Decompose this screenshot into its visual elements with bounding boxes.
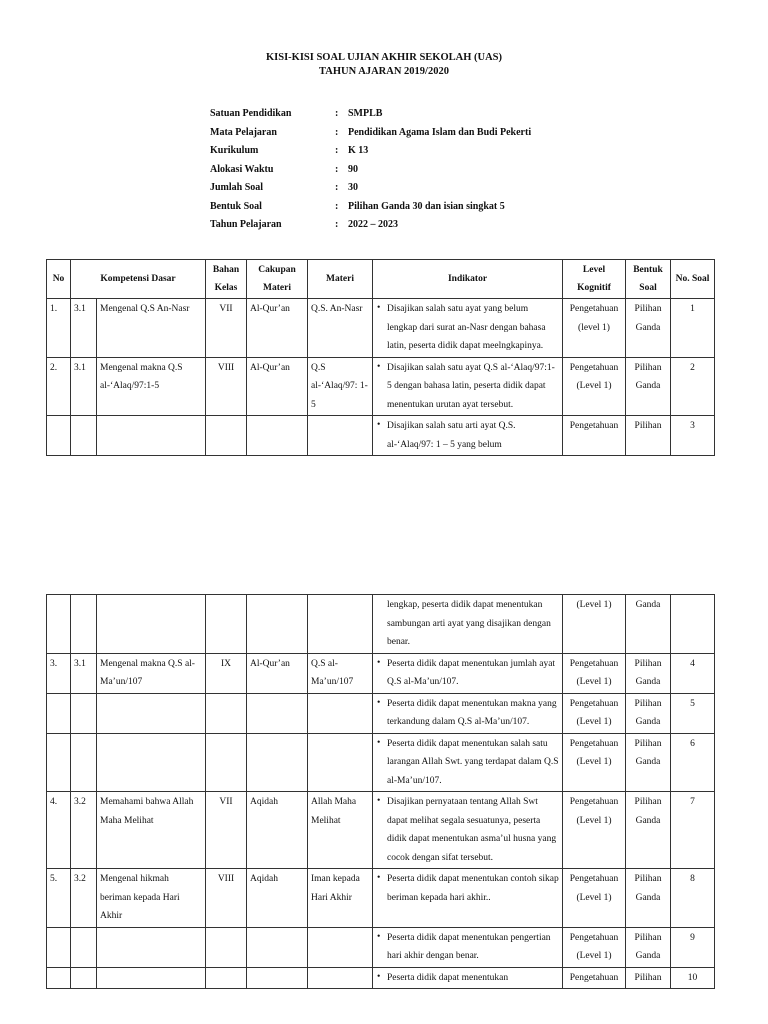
indikator-text: Disajikan salah satu ayat Q.S al-‘Alaq/97:1-5 dengan bahasa latin, peserta didik dapat menentukan urutan ayat tersebut.	[387, 362, 555, 410]
cell-cakupan	[247, 693, 308, 733]
indikator-text: Peserta didik dapat menentukan makna yang terkandung dalam Q.S al-Ma’un/107.	[387, 698, 557, 727]
cell-level: Pengetahuan (Level 1)	[563, 693, 626, 733]
cell-kelas: IX	[206, 653, 247, 693]
cell-no	[47, 693, 71, 733]
cell-kelas: VII	[206, 792, 247, 869]
meta-value: 2022 – 2023	[348, 219, 398, 230]
cell-bentuk: Pilihan Ganda	[626, 927, 671, 967]
cell-indikator	[373, 416, 563, 456]
cell-kelas: VII	[206, 299, 247, 358]
cell-kd-no	[71, 416, 97, 456]
cell-kd	[97, 967, 206, 989]
cell-bentuk: Pilihan	[626, 967, 671, 989]
cell-kelas	[206, 595, 247, 654]
cell-materi	[308, 927, 373, 967]
cell-level: Pengetahuan (Level 1)	[563, 653, 626, 693]
cell-kd-no	[71, 927, 97, 967]
cell-kelas	[206, 967, 247, 989]
cell-kd	[97, 927, 206, 967]
cell-no: 1.	[47, 299, 71, 358]
cell-materi	[308, 967, 373, 989]
cell-cakupan: Al-Qur’an	[247, 299, 308, 358]
cell-indikator	[373, 869, 563, 928]
doc-subtitle: TAHUN AJARAN 2019/2020	[319, 66, 449, 77]
meta-colon: :	[335, 200, 339, 212]
cell-indikator	[373, 693, 563, 733]
cell-bentuk: Pilihan Ganda	[626, 792, 671, 869]
header-no-soal: No. Soal	[671, 260, 715, 299]
meta-value: 90	[348, 163, 358, 175]
indikator-text: Peserta didik dapat menentukan salah satu larangan Allah Swt. yang terdapat dalam Q.S al-Ma’un/107.	[387, 738, 559, 786]
kisi-table-page2	[46, 594, 715, 989]
cell-no: 4.	[47, 792, 71, 869]
cell-indikator	[373, 733, 563, 792]
cell-no	[47, 927, 71, 967]
cell-no: 5.	[47, 869, 71, 928]
cell-level: Pengetahuan (Level 1)	[563, 357, 626, 416]
bullet-icon: •	[377, 873, 381, 883]
meta-row	[210, 219, 531, 238]
cell-no-soal: 10	[671, 967, 715, 989]
cell-kd-no: 3.2	[71, 869, 97, 928]
meta-key: Bentuk Soal	[210, 200, 262, 212]
table-row	[47, 693, 715, 733]
cell-kd-no	[71, 967, 97, 989]
meta-key: Satuan Pendidikan	[210, 108, 292, 119]
cell-level: Pengetahuan (Level 1)	[563, 733, 626, 792]
indikator-text: Disajikan pernyataan tentang Allah Swt dapat melihat segala sesuatunya, peserta didik dapat menentukan asma’ul husna yang cocok dengan sifat tersebut.	[387, 797, 557, 863]
cell-kd: Memahami bahwa Allah Maha Melihat	[97, 792, 206, 869]
table-row	[47, 416, 715, 456]
table-row	[47, 967, 715, 989]
cell-level: Pengetahuan (Level 1)	[563, 869, 626, 928]
cell-kd: Mengenal makna Q.S al-Ma’un/107	[97, 653, 206, 693]
cell-bentuk: Pilihan Ganda	[626, 693, 671, 733]
cell-kd-no: 3.1	[71, 299, 97, 358]
kisi-table-page1	[46, 259, 715, 456]
header-level: Level Kognitif	[563, 260, 626, 299]
cell-bentuk: Pilihan Ganda	[626, 653, 671, 693]
meta-key: Mata Pelajaran	[210, 126, 277, 138]
indikator-text: Peserta didik dapat menentukan jumlah ayat Q.S al-Ma’un/107.	[387, 658, 556, 687]
cell-indikator	[373, 967, 563, 989]
cell-materi: Q.S al-‘Alaq/97: 1-5	[308, 357, 373, 416]
cell-materi: Iman kepada Hari Akhir	[308, 869, 373, 928]
cell-kd	[97, 733, 206, 792]
cell-no: 3.	[47, 653, 71, 693]
table-row	[47, 792, 715, 869]
header-bentuk: Bentuk Soal	[626, 260, 671, 299]
meta-row	[210, 164, 531, 183]
meta-key: Alokasi Waktu	[210, 163, 274, 175]
meta-row	[210, 108, 531, 127]
meta-value: Pendidikan Agama Islam dan Budi Pekerti	[348, 126, 532, 138]
cell-level: Pengetahuan (Level 1)	[563, 792, 626, 869]
table-row	[47, 927, 715, 967]
cell-bentuk: Pilihan Ganda	[626, 299, 671, 358]
cell-level: Pengetahuan (level 1)	[563, 299, 626, 358]
cell-cakupan	[247, 595, 308, 654]
meta-value: Pilihan Ganda 30 dan isian singkat 5	[348, 200, 505, 212]
cell-kd-no	[71, 693, 97, 733]
meta-row	[210, 182, 531, 201]
cell-kelas	[206, 927, 247, 967]
cell-level: (Level 1)	[563, 595, 626, 654]
bullet-icon: •	[377, 657, 381, 668]
cell-cakupan: Aqidah	[247, 869, 308, 928]
cell-no-soal: 8	[671, 869, 715, 928]
cell-level: Pengetahuan	[563, 967, 626, 989]
cell-materi	[308, 693, 373, 733]
bullet-icon: •	[377, 697, 381, 708]
cell-no: 2.	[47, 357, 71, 416]
table-row	[47, 357, 715, 416]
cell-cakupan: Al-Qur’an	[247, 653, 308, 693]
cell-kd: Mengenal hikmah beriman kepada Hari Akhir	[97, 869, 206, 928]
table-row	[47, 653, 715, 693]
cell-materi: Q.S. An-Nasr	[308, 299, 373, 358]
header-bahan-kelas: Bahan Kelas	[206, 260, 247, 299]
cell-no-soal: 3	[671, 416, 715, 456]
cell-no-soal: 9	[671, 927, 715, 967]
cell-indikator	[373, 792, 563, 869]
bullet-icon: •	[377, 737, 381, 748]
cell-no-soal: 5	[671, 693, 715, 733]
meta-key: Kurikulum	[210, 145, 259, 156]
cell-cakupan: Aqidah	[247, 792, 308, 869]
doc-title: KISI-KISI SOAL UJIAN AKHIR SEKOLAH (UAS)	[265, 52, 502, 63]
cell-kelas: VIII	[206, 357, 247, 416]
cell-kd: Mengenal Q.S An-Nasr	[97, 299, 206, 358]
indikator-text: Disajikan salah satu ayat yang belum lengkap dari surat an-Nasr dengan bahasa latin, peserta didik dapat meelngkapinya.	[387, 304, 546, 351]
cell-level: Pengetahuan	[563, 416, 626, 456]
bullet-icon: •	[377, 303, 381, 313]
cell-bentuk: Pilihan	[626, 416, 671, 456]
bullet-icon: •	[377, 420, 381, 430]
table-row	[47, 869, 715, 928]
meta-value: SMPLB	[348, 108, 383, 119]
cell-kd-no: 3.2	[71, 792, 97, 869]
header-cakupan: Cakupan Materi	[247, 260, 308, 299]
meta-colon: :	[335, 163, 339, 175]
cell-indikator	[373, 653, 563, 693]
cell-cakupan	[247, 927, 308, 967]
table-row	[47, 733, 715, 792]
cell-indikator	[373, 927, 563, 967]
meta-row	[210, 127, 531, 146]
cell-cakupan: Al-Qur’an	[247, 357, 308, 416]
meta-info	[210, 108, 531, 238]
meta-row	[210, 145, 531, 164]
bullet-icon: •	[377, 931, 381, 942]
cell-cakupan	[247, 733, 308, 792]
cell-no-soal: 4	[671, 653, 715, 693]
cell-kelas: VIII	[206, 869, 247, 928]
cell-no	[47, 595, 71, 654]
meta-key: Tahun Pelajaran	[210, 219, 282, 230]
cell-indikator	[373, 357, 563, 416]
meta-key: Jumlah Soal	[210, 182, 264, 193]
header-materi: Materi	[308, 260, 373, 299]
meta-colon: :	[335, 126, 339, 138]
indikator-text: lengkap, peserta didik dapat menentukan sambungan arti ayat yang disajikan dengan benar.	[387, 600, 551, 647]
meta-value: K 13	[348, 145, 369, 156]
indikator-text: Peserta didik dapat menentukan pengertian hari akhir dengan benar.	[387, 932, 551, 961]
cell-no	[47, 416, 71, 456]
cell-level: Pengetahuan (Level 1)	[563, 927, 626, 967]
meta-colon: :	[335, 108, 339, 119]
cell-materi: Q.S al-Ma’un/107	[308, 653, 373, 693]
cell-kd-no: 3.1	[71, 653, 97, 693]
cell-kelas	[206, 416, 247, 456]
meta-row	[210, 201, 531, 220]
cell-kd	[97, 693, 206, 733]
table-header-row	[47, 260, 715, 299]
header-indikator: Indikator	[373, 260, 563, 299]
cell-no-soal: 6	[671, 733, 715, 792]
cell-no	[47, 967, 71, 989]
cell-cakupan	[247, 416, 308, 456]
cell-kd: Mengenal makna Q.S al-‘Alaq/97:1-5	[97, 357, 206, 416]
cell-kd-no	[71, 595, 97, 654]
meta-colon: :	[335, 182, 339, 193]
cell-kelas	[206, 733, 247, 792]
indikator-text: Peserta didik dapat menentukan contoh sikap beriman kepada hari akhir..	[387, 874, 559, 903]
indikator-text: Disajikan salah satu arti ayat Q.S. al-‘Alaq/97: 1 – 5 yang belum	[387, 421, 516, 450]
cell-no-soal: 1	[671, 299, 715, 358]
cell-no-soal	[671, 595, 715, 654]
table-row-continued	[47, 595, 715, 654]
cell-kelas	[206, 693, 247, 733]
cell-indikator	[373, 299, 563, 358]
cell-no-soal: 2	[671, 357, 715, 416]
cell-materi: Allah Maha Melihat	[308, 792, 373, 869]
bullet-icon: •	[377, 361, 381, 372]
cell-bentuk: Pilihan Ganda	[626, 357, 671, 416]
cell-materi	[308, 416, 373, 456]
header-no: No	[47, 260, 71, 299]
cell-kd	[97, 416, 206, 456]
cell-bentuk: Ganda	[626, 595, 671, 654]
cell-bentuk: Pilihan Ganda	[626, 869, 671, 928]
cell-indikator	[373, 595, 563, 654]
cell-no	[47, 733, 71, 792]
cell-kd-no: 3.1	[71, 357, 97, 416]
header-kompetensi: Kompetensi Dasar	[71, 260, 206, 299]
table-row	[47, 299, 715, 358]
bullet-icon: •	[377, 796, 381, 806]
cell-cakupan	[247, 967, 308, 989]
cell-materi	[308, 733, 373, 792]
meta-colon: :	[335, 219, 339, 230]
meta-value: 30	[348, 182, 358, 193]
cell-kd	[97, 595, 206, 654]
cell-bentuk: Pilihan Ganda	[626, 733, 671, 792]
cell-kd-no	[71, 733, 97, 792]
meta-colon: :	[335, 145, 339, 156]
cell-materi	[308, 595, 373, 654]
bullet-icon: •	[377, 971, 381, 982]
cell-no-soal: 7	[671, 792, 715, 869]
indikator-text: Peserta didik dapat menentukan	[387, 972, 509, 983]
